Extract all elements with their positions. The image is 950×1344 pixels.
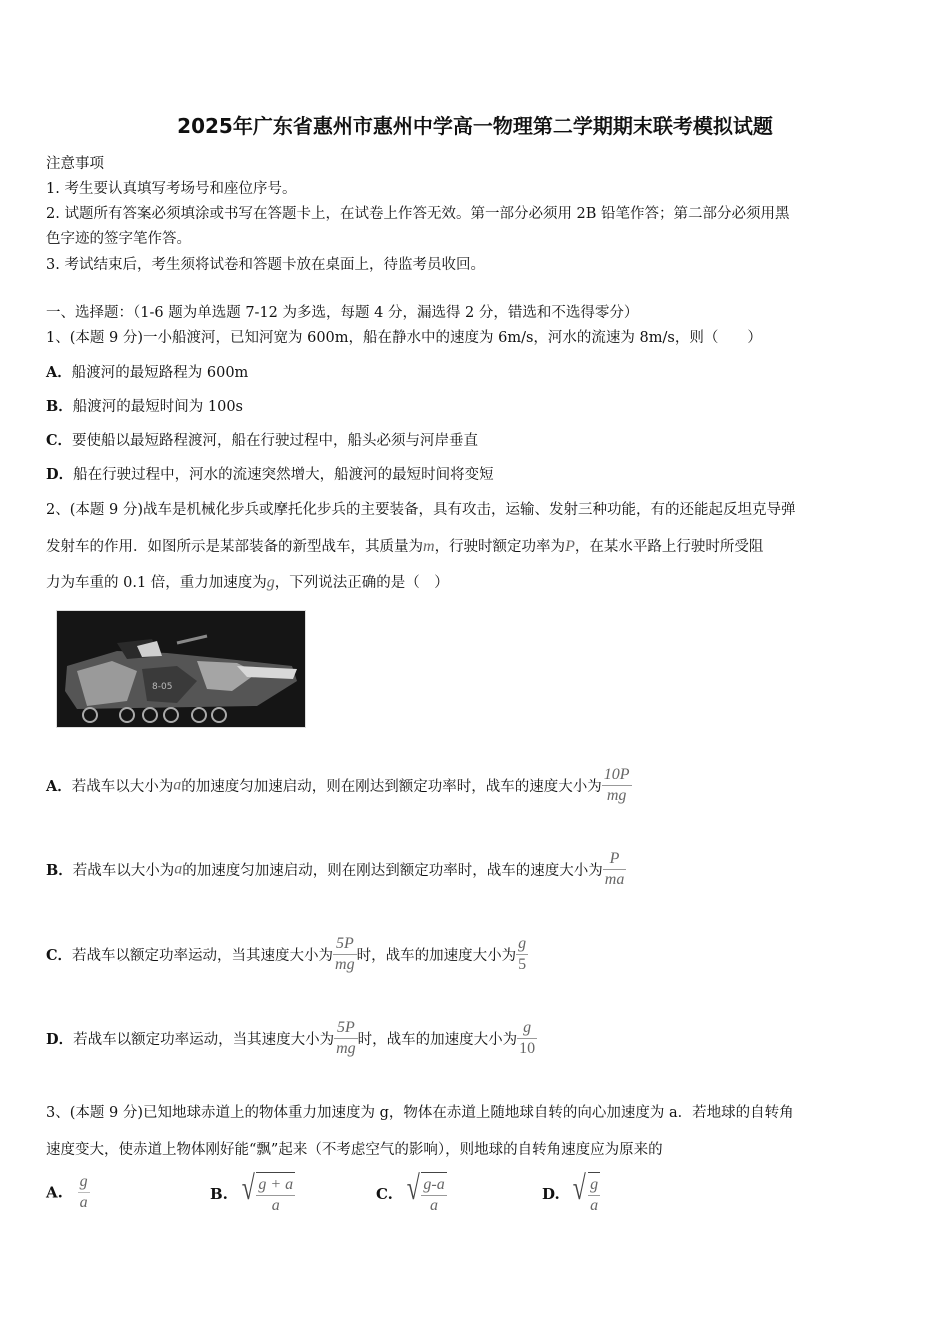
fraction: $\frac{5P}{mg}$ — [336, 1019, 356, 1057]
question-1-option-b: B．船渡河的最短时间为 100s — [46, 398, 243, 415]
question-2-option-b: B．若战车以大小为a的加速度匀加速启动，则在刚达到额定功率时，战车的速度大小为 $\frac{P}{ma}$ — [46, 850, 625, 888]
fraction: $\frac{10P}{mg}$ — [603, 766, 630, 804]
question-3-option-a: A. $\frac{g}{a}$ — [46, 1173, 88, 1211]
question-3-stem-line2: 速度变大，使赤道上物体刚好能“飘”起来（不考虑空气的影响），则地球的自转角速度应为原来的 — [46, 1142, 663, 1158]
section-heading: 一、选择题：（1-6 题为单选题 7-12 为多选，每题 4 分，漏选得 2 分，错选和不选得零分） — [46, 305, 639, 321]
svg-text:8-05: 8-05 — [152, 682, 173, 692]
radical-sign-icon: √ — [241, 1170, 255, 1207]
question-3-stem-line1: 3、(本题 9 分)已知地球赤道上的物体重力加速度为 g，物体在赤道上随地球自转的向心加速度为 a．若地球的自转角 — [46, 1105, 794, 1121]
notes-heading: 注意事项 — [46, 156, 104, 172]
question-2-stem-line2: 发射车的作用．如图所示是某部装备的新型战车，其质量为m，行驶时额定功率为P，在某水平路上行驶时所受阻 — [46, 538, 764, 555]
question-3-option-b: B. √ $\frac{g + a}{a}$ — [210, 1170, 294, 1214]
question-1-stem: 1、(本题 9 分)一小船渡河，已知河宽为 600m，船在静水中的速度为 6m/s，河水的流速为 8m/s，则（ ） — [46, 330, 762, 346]
question-3-option-d: D. √ $\frac{g}{a}$ — [542, 1170, 599, 1214]
radical-sign-icon: √ — [406, 1170, 420, 1207]
question-2-option-a: A．若战车以大小为a的加速度匀加速启动，则在刚达到额定功率时，战车的速度大小为 $\frac{10P}{mg}$ — [46, 766, 630, 804]
fraction: $\frac{g}{10}$ — [519, 1019, 536, 1057]
note-item: 色字迹的签字笔作答。 — [46, 231, 191, 247]
question-2-option-d: D．若战车以额定功率运动，当其速度大小为 $\frac{5P}{mg}$ 时，战车的加速度大小为 $\frac{g}{10}$ — [46, 1019, 536, 1057]
fraction: $\frac{g}{a}$ — [79, 1173, 88, 1211]
question-2-stem-line3: 力为车重的 0.1 倍，重力加速度为g，下列说法正确的是（ ） — [46, 574, 449, 591]
square-root: √ $\frac{g-a}{a}$ — [406, 1170, 445, 1214]
page-title: 2025年广东省惠州市惠州中学高一物理第二学期期末联考模拟试题 — [177, 114, 773, 138]
fraction: $\frac{5P}{mg}$ — [335, 935, 355, 973]
note-item: 3. 考试结束后，考生须将试卷和答题卡放在桌面上，待监考员收回。 — [46, 257, 485, 273]
tank-photo — [56, 610, 306, 728]
question-2-option-c: C．若战车以额定功率运动，当其速度大小为 $\frac{5P}{mg}$ 时，战车的加速度大小为 $\frac{g}{5}$ — [46, 935, 527, 973]
question-2-stem-line1: 2、(本题 9 分)战车是机械化步兵或摩托化步兵的主要装备，具有攻击，运输、发射三种功能，有的还能起反坦克导弹 — [46, 502, 796, 518]
question-1-option-d: D．船在行驶过程中，河水的流速突然增大，船渡河的最短时间将变短 — [46, 466, 494, 483]
fraction: $\frac{P}{ma}$ — [604, 850, 625, 888]
fraction: $\frac{g}{5}$ — [518, 935, 527, 973]
note-item: 1. 考生要认真填写考场号和座位序号。 — [46, 181, 297, 197]
note-item: 2. 试题所有答案必须填涂或书写在答题卡上，在试卷上作答无效。第一部分必须用 2B 铅笔作答；第二部分必须用黑 — [46, 206, 790, 222]
square-root: √ $\frac{g}{a}$ — [573, 1170, 599, 1214]
question-3-option-c: C. √ $\frac{g-a}{a}$ — [376, 1170, 445, 1214]
radical-sign-icon: √ — [573, 1170, 587, 1207]
tank-image-icon — [57, 611, 305, 727]
question-1-option-c: C．要使船以最短路程渡河，船在行驶过程中，船头必须与河岸垂直 — [46, 432, 479, 449]
question-1-option-a: A．船渡河的最短路程为 600m — [46, 364, 249, 381]
square-root: √ $\frac{g + a}{a}$ — [241, 1170, 294, 1214]
